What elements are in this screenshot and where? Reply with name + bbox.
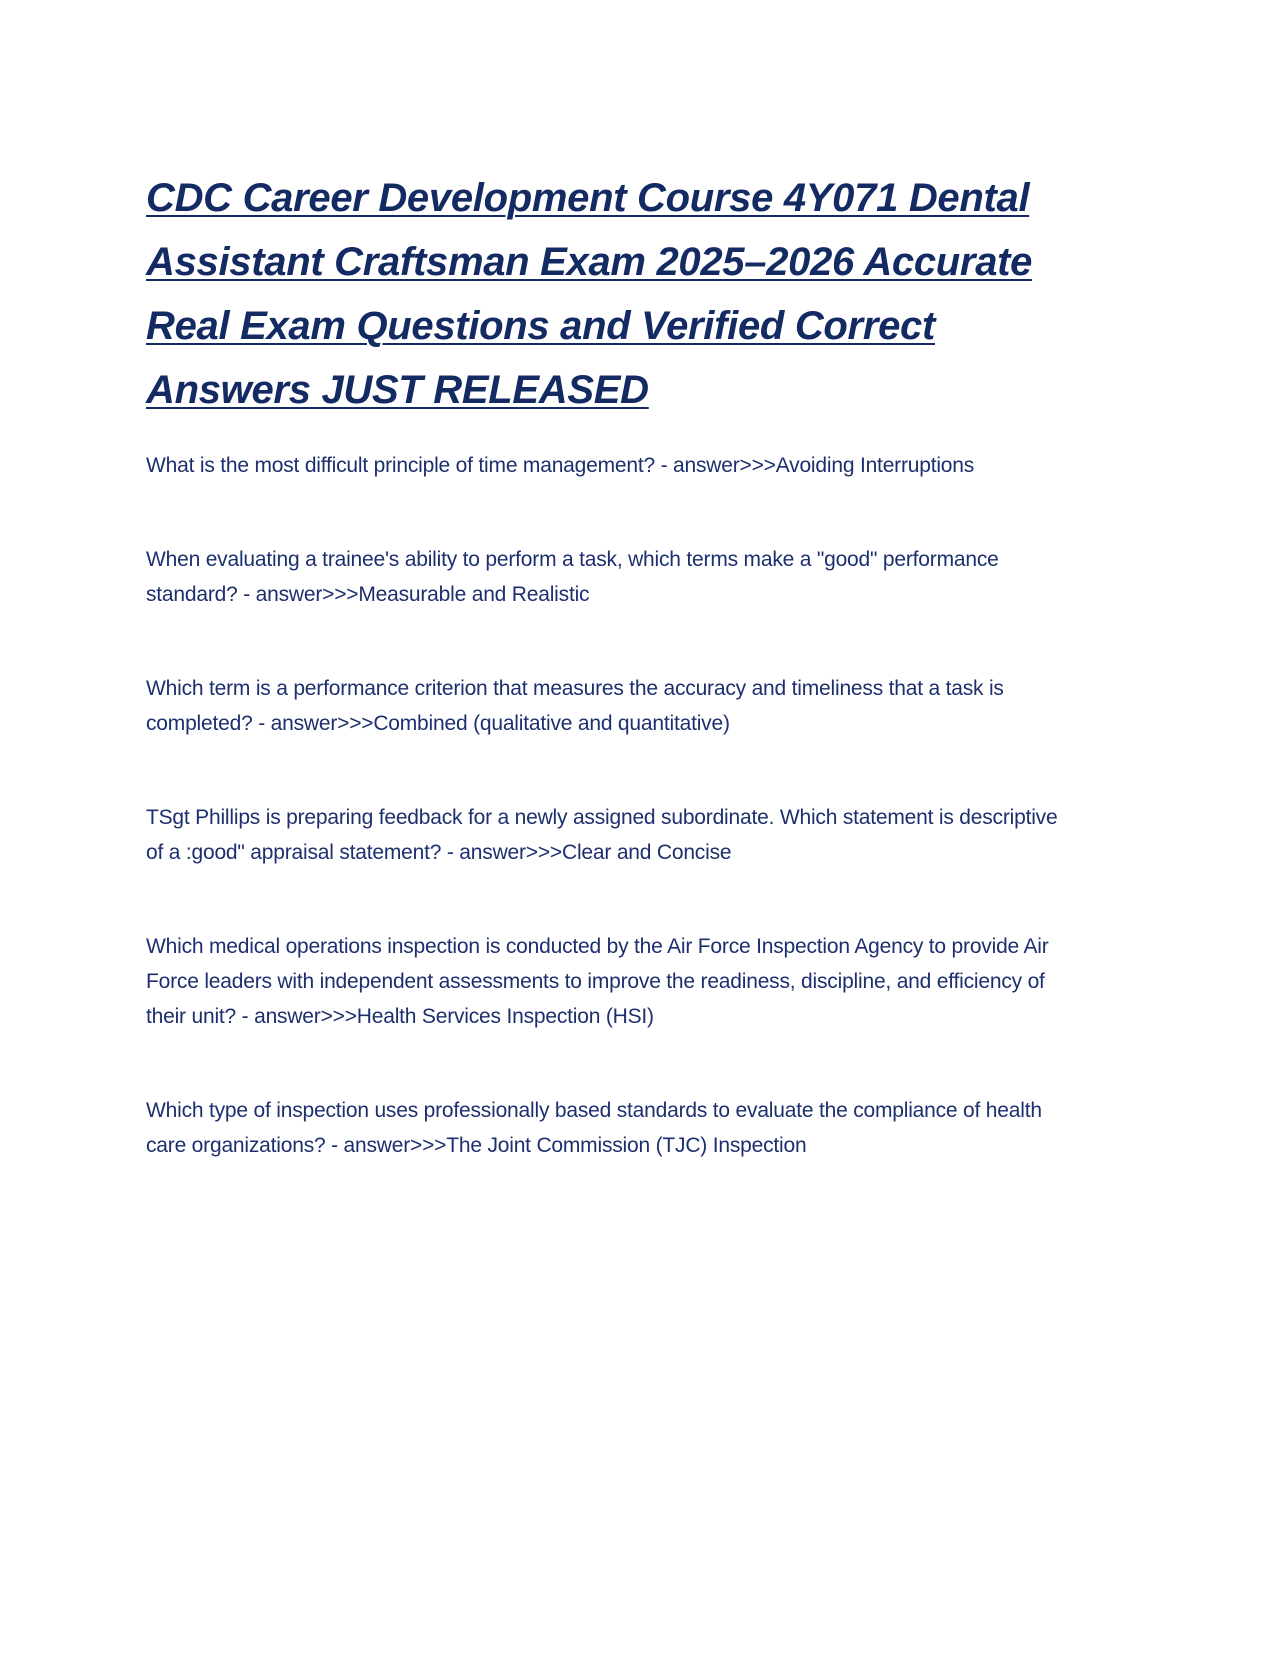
qa-item-3: Which term is a performance criterion that measures the accuracy and timeliness that a task is completed? - answer>>>Combined (qualitative and quantitative) bbox=[146, 677, 1004, 735]
qa-item-2: When evaluating a trainee's ability to perform a task, which terms make a "good" performance standard? - answer>>>Measurable and Realistic bbox=[146, 548, 999, 606]
document-content bbox=[146, 166, 1076, 1222]
qa-list bbox=[146, 448, 1076, 1163]
qa-item-5: Which medical operations inspection is conducted by the Air Force Inspection Agency to provide Air Force leaders with independent assessments to improve the readiness, discipline, and efficiency of their unit? - answer>>>Health Services Inspection (HSI) bbox=[146, 935, 1049, 1028]
qa-item-4: TSgt Phillips is preparing feedback for a newly assigned subordinate. Which statement is descriptive of a :good" appraisal statement? - answer>>>Clear and Concise bbox=[146, 806, 1058, 864]
qa-item-6: Which type of inspection uses professionally based standards to evaluate the compliance of health care organizations? - answer>>>The Joint Commission (TJC) Inspection bbox=[146, 1099, 1042, 1157]
qa-item-1: What is the most difficult principle of time management? - answer>>>Avoiding Interruptions bbox=[146, 454, 975, 477]
document-title: CDC Career Development Course 4Y071 Dental Assistant Craftsman Exam 2025–2026 Accurate Real Exam Questions and Verified Correct Answers JUST RELEASED bbox=[146, 176, 1033, 412]
